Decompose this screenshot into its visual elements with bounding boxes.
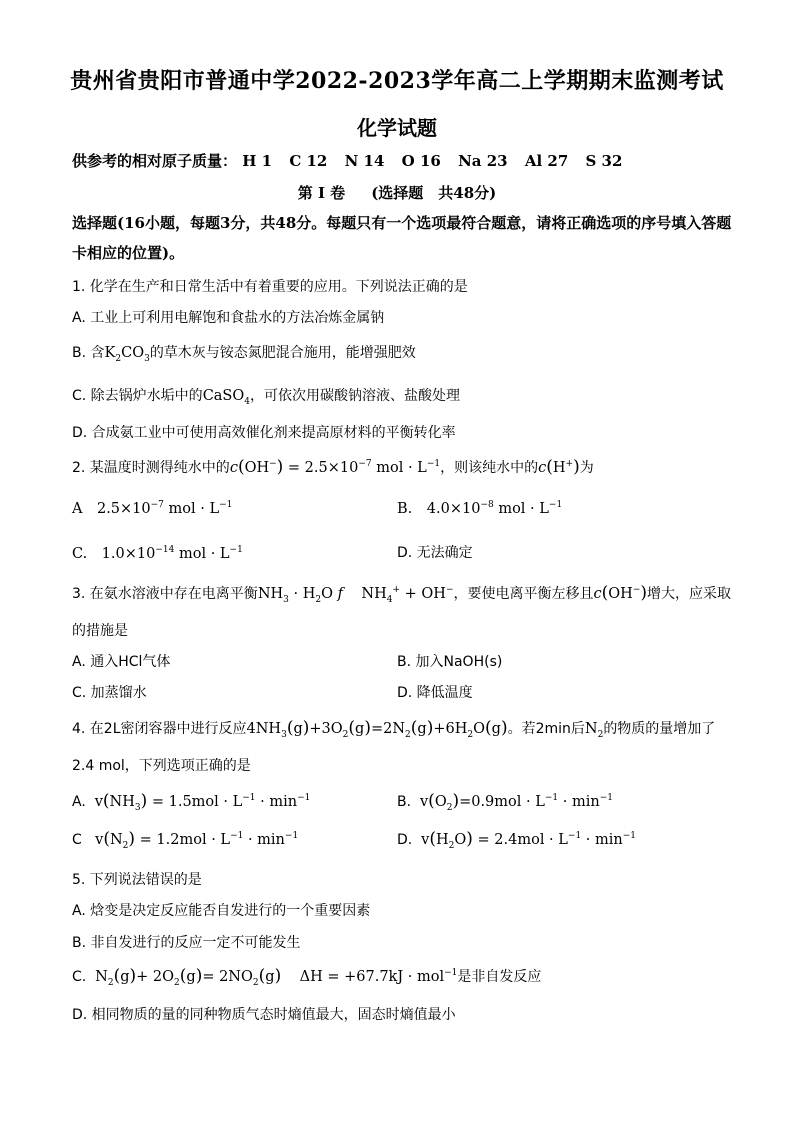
- q4-stem-line2: 2.4 mol，下列选项正确的是: [72, 758, 251, 774]
- section-title: 第 I 卷: [297, 184, 346, 202]
- q4-stem-prefix: 4. 在2L密闭容器中进行反应: [72, 721, 247, 737]
- k2co3-formula: $K_2CO_3$: [104, 345, 150, 364]
- caso4-formula: CaSO$_4$: [202, 388, 250, 407]
- atomic-mass-item: Al 27: [524, 152, 569, 170]
- q2-option-d: D. 无法确定: [397, 545, 473, 561]
- section-heading: [0, 182, 794, 203]
- atomic-mass-item: S 32: [585, 152, 623, 170]
- q1-option-b: [72, 342, 416, 362]
- q4-option-a: A. $v(NH_3) = 1.5mol \cdot L^{-1} \cdot \min^{-1}$: [72, 791, 311, 813]
- q5-reaction-equation: $N_2(g)+ 2O_2(g)= 2NO_2(g)$ ΔH = +67.7kJ · mol$^{-1}$: [95, 966, 458, 988]
- q1-option-c-text: ，可依次用碳酸钠溶液、盐酸处理: [249, 388, 460, 404]
- q5-option-b: B. 非自发进行的反应一定不可能发生: [72, 935, 301, 951]
- atomic-mass-item: O 16: [401, 152, 441, 170]
- n2-formula: $N_2$: [584, 721, 604, 740]
- q3-option-c: C. 加蒸馏水: [72, 685, 147, 701]
- exam-title: 贵州省贵阳市普通中学2022-2023学年高二上学期期末监测考试: [70, 68, 724, 94]
- exam-subtitle: 化学试题: [357, 116, 437, 140]
- q2-stem: [72, 457, 594, 477]
- q2-option-a: A $2.5\times 10^{-7}$ mol · $L^{-1}$: [72, 500, 233, 517]
- q3-stem: [72, 583, 731, 603]
- section-note: (选择题 共48分): [371, 184, 497, 202]
- atomic-mass-line: [72, 150, 634, 171]
- q3-stem-text: ，要使电离平衡左移且: [453, 586, 594, 602]
- instructions: 选择题(16小题，每题3分，共48分。每题只有一个选项最符合题意，请将正确选项的序号填入答题卡相应的位置)。: [72, 214, 732, 262]
- q5-option-d: D. 相同物质的量的同种物质气态时熵值最大，固态时熵值最小: [72, 1007, 456, 1023]
- q3-option-a: A. 通入HCl气体: [72, 654, 171, 670]
- ammonia-equilibrium: $NH_3 \cdot H_2O$ f $NH_4^+ + OH^-$: [257, 585, 454, 605]
- q4-option-d: D. $v(H_2O) = 2.4mol \cdot L^{-1} \cdot \min^{-1}$: [397, 829, 637, 851]
- q2-stem-end: 为: [579, 460, 594, 476]
- atomic-mass-item: H 1: [242, 152, 273, 170]
- q4-stem-end: 的物质的量增加了: [603, 721, 716, 737]
- q2-stem-prefix: 2. 某温度时测得纯水中的: [72, 460, 230, 476]
- q1-option-d: D. 合成氨工业中可使用高效催化剂来提高原材料的平衡转化率: [72, 425, 456, 441]
- q4-stem-text: 。若2min后: [507, 721, 585, 737]
- q3-stem-end: 增大，应采取: [647, 586, 731, 602]
- q4-reaction-equation: $4NH_3(g)+3O_2(g)=2N_2(g)+6H_2O(g)$: [246, 718, 508, 740]
- h-concentration: c(H+): [538, 457, 580, 477]
- q5-option-c: C. $N_2(g)+ 2O_2(g)= 2NO_2(g)$ ΔH = +67.7kJ · mol$^{-1}$是非自发反应: [72, 966, 542, 988]
- q2-option-b: B. $4.0\times 10^{-8}$ mol · $L^{-1}$: [397, 500, 563, 517]
- q2-stem-text: ，则该纯水中的: [440, 460, 539, 476]
- q3-option-b: B. 加入NaOH(s): [397, 654, 503, 670]
- q4-option-b: B. $v(O_2)=0.9mol \cdot L^{-1} \cdot \min^{-1}$: [397, 791, 613, 813]
- oh-concentration: c(OH−): [593, 583, 647, 603]
- q3-stem-line2: 的措施是: [72, 623, 128, 639]
- q3-option-d: D. 降低温度: [397, 685, 473, 701]
- atomic-mass-item: N 14: [344, 152, 385, 170]
- atomic-mass-item: C 12: [289, 152, 328, 170]
- q1-option-a: A. 工业上可利用电解饱和食盐水的方法冶炼金属钠: [72, 310, 385, 326]
- q2-option-c: C. $1.0\times 10^{-14}$ mol · $L^{-1}$: [72, 545, 243, 562]
- q1-stem: 1. 化学在生产和日常生活中有着重要的应用。下列说法正确的是: [72, 279, 468, 295]
- q4-stem: [72, 718, 715, 738]
- q1-option-c: [72, 385, 460, 405]
- q1-option-c-prefix: C. 除去锅炉水垢中的: [72, 388, 203, 404]
- q1-option-b-text: 的草木灰与铵态氮肥混合施用，能增强肥效: [149, 345, 416, 361]
- atomic-mass-item: Na 23: [458, 152, 508, 170]
- q3-stem-prefix: 3. 在氨水溶液中存在电离平衡: [72, 586, 258, 602]
- atomic-mass-label: 供参考的相对原子质量：: [72, 152, 238, 170]
- q5-stem: 5. 下列说法错误的是: [72, 872, 202, 888]
- q1-option-b-prefix: B. 含: [72, 345, 105, 361]
- q4-option-c: C $v(N_2) = 1.2mol \cdot L^{-1} \cdot \min^{-1}$: [72, 829, 299, 851]
- oh-concentration: $c(OH^-) = 2.5\times 10^{-7}$ mol · $L^{-1}$: [229, 457, 441, 477]
- q5-option-a: A. 焓变是决定反应能否自发进行的一个重要因素: [72, 903, 371, 919]
